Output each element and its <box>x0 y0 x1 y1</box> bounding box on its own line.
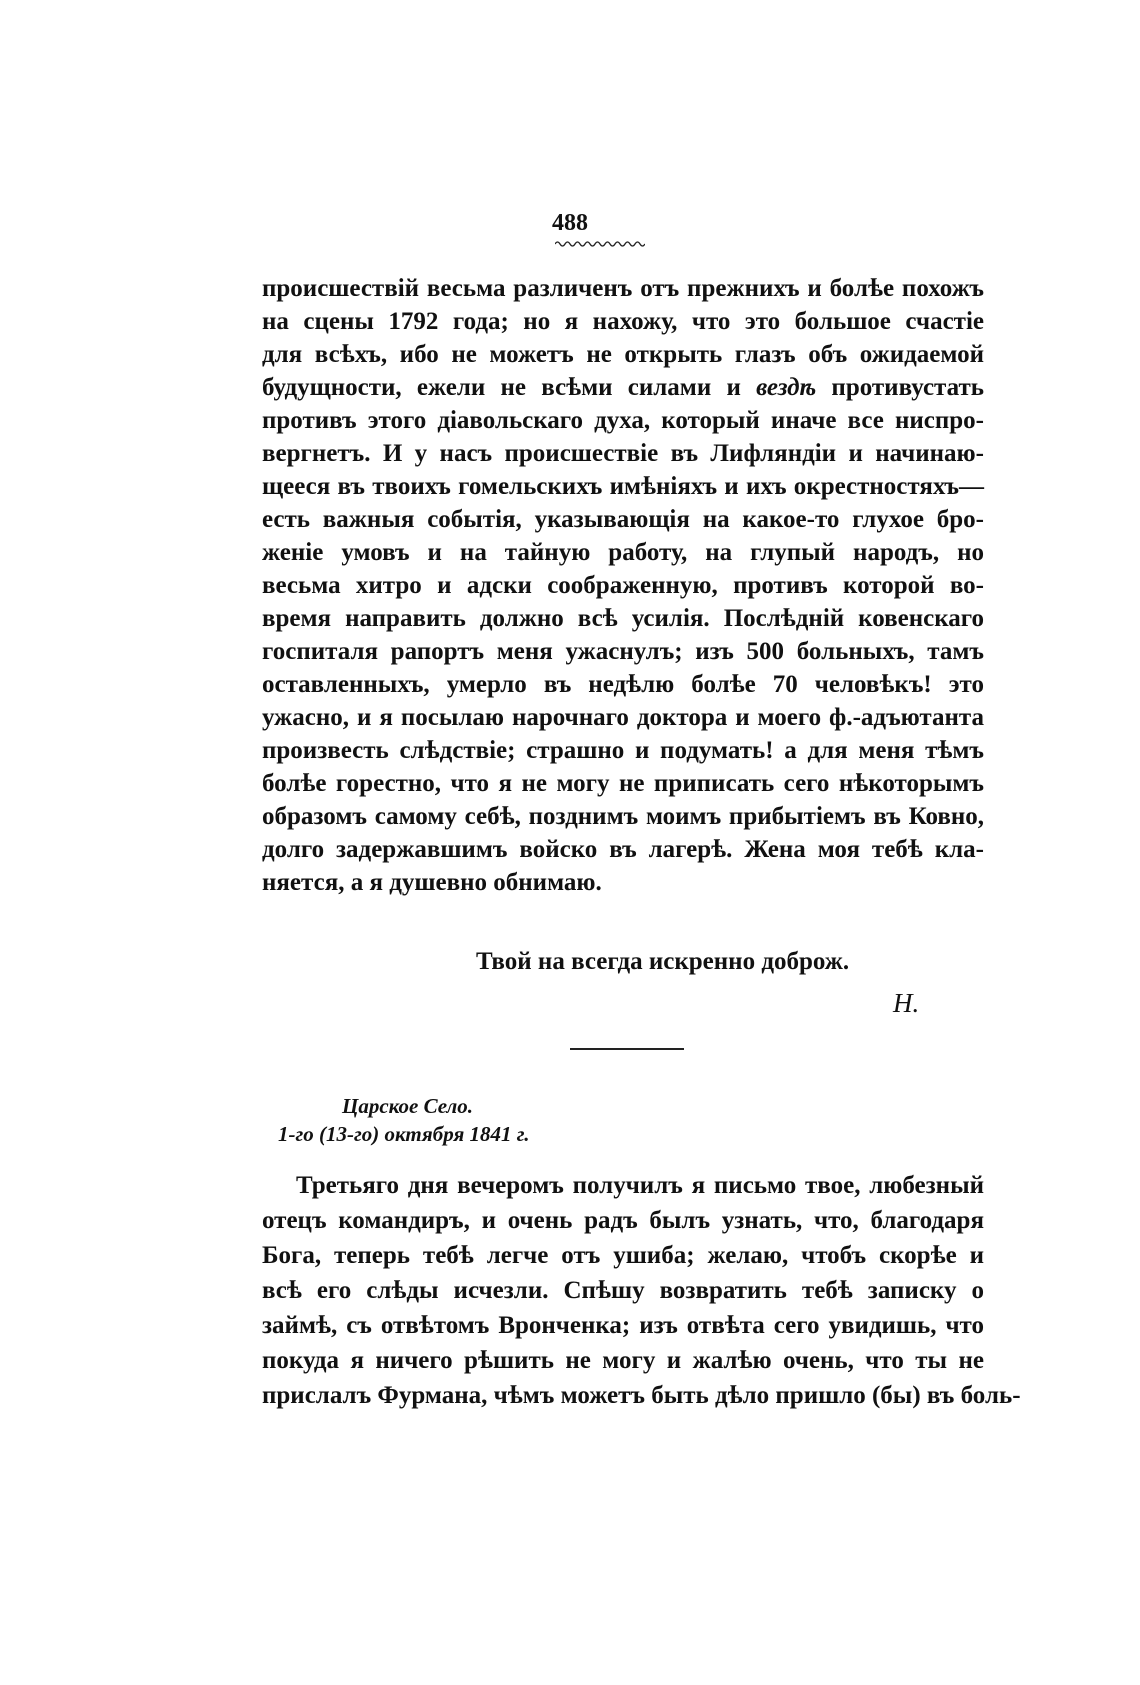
text-line: прислалъ Фурмана, чѣмъ можетъ быть дѣло пришло (бы) въ боль- <box>262 1382 1021 1409</box>
text-line: произвесть слѣдствіе; страшно и подумать! а для меня тѣмъ <box>262 737 984 764</box>
text-segment: противустать <box>831 374 984 401</box>
text-line: вергнетъ. И у насъ происшествіе въ Лифляндіи и начинаю- <box>262 440 984 467</box>
letter-place: Царское Село. <box>342 1094 474 1118</box>
italic-word: вездѣ <box>756 374 817 401</box>
text-line: долго задержавшимъ войско въ лагерѣ. Жена моя тебѣ кла- <box>262 836 984 863</box>
text-line: всѣ его слѣды исчезли. Спѣшу возвратить тебѣ записку о <box>262 1277 984 1304</box>
text-line: госпиталя рапортъ меня ужаснулъ; изъ 500 больныхъ, тамъ <box>262 638 984 665</box>
text-line: образомъ самому себѣ, позднимъ моимъ прибытіемъ въ Ковно, <box>262 803 984 830</box>
text-line: время направить должно всѣ усилія. Послѣдній ковенскаго <box>262 605 984 632</box>
text-line: ужасно, и я посылаю нарочнаго доктора и моего ф.-адъютанта <box>262 704 984 731</box>
text-line: женіе умовъ и на тайную работу, на глупый народъ, но <box>262 539 984 566</box>
text-line: есть важныя событія, указывающія на какое-то глухое бро- <box>262 506 984 533</box>
text-line: весьма хитро и адски соображенную, противъ которой во- <box>262 572 984 599</box>
letter-2-body <box>262 1168 1021 1413</box>
letter-date: 1-го (13-го) октября 1841 г. <box>278 1122 530 1146</box>
text-line <box>262 371 984 404</box>
text-line: покуда я ничего рѣшить не могу и жалѣю очень, что ты не <box>262 1347 984 1374</box>
text-line: на сцены 1792 года; но я нахожу, что это большое счастіе <box>262 308 984 335</box>
text-line: происшествій весьма различенъ отъ прежнихъ и болѣе похожъ <box>262 275 984 302</box>
letter-1-body <box>262 272 984 899</box>
text-line: отецъ командиръ, и очень радъ былъ узнать, что, благодаря <box>262 1207 984 1234</box>
closing-line: Твой на всегда искренно доброж. <box>476 948 850 975</box>
signature-initial: Н. <box>893 988 920 1018</box>
text-line: няется, а я душевно обнимаю. <box>262 869 602 896</box>
text-line: Третьяго дня вечеромъ получилъ я письмо твое, любезный <box>296 1172 984 1199</box>
wavy-rule <box>555 240 645 248</box>
text-line: щееся въ твоихъ гомельскихъ имѣніяхъ и ихъ окрестностяхъ— <box>262 473 984 500</box>
text-line: Бога, теперь тебѣ легче отъ ушиба; желаю, чтобъ скорѣе и <box>262 1242 984 1269</box>
text-line: противъ этого діавольскаго духа, который иначе все ниспро- <box>262 407 984 434</box>
text-line: займѣ, съ отвѣтомъ Вронченка; изъ отвѣта сего увидишь, что <box>262 1312 984 1339</box>
page-number: 488 <box>552 210 588 236</box>
text-line: оставленныхъ, умерло въ недѣлю болѣе 70 человѣкъ! это <box>262 671 984 698</box>
text-segment: будущности, ежели не всѣми силами и <box>262 374 741 401</box>
section-divider <box>570 1048 684 1050</box>
text-line: болѣе горестно, что я не могу не приписать сего нѣкоторымъ <box>262 770 984 797</box>
text-line: для всѣхъ, ибо не можетъ не открыть глазъ объ ожидаемой <box>262 341 984 368</box>
